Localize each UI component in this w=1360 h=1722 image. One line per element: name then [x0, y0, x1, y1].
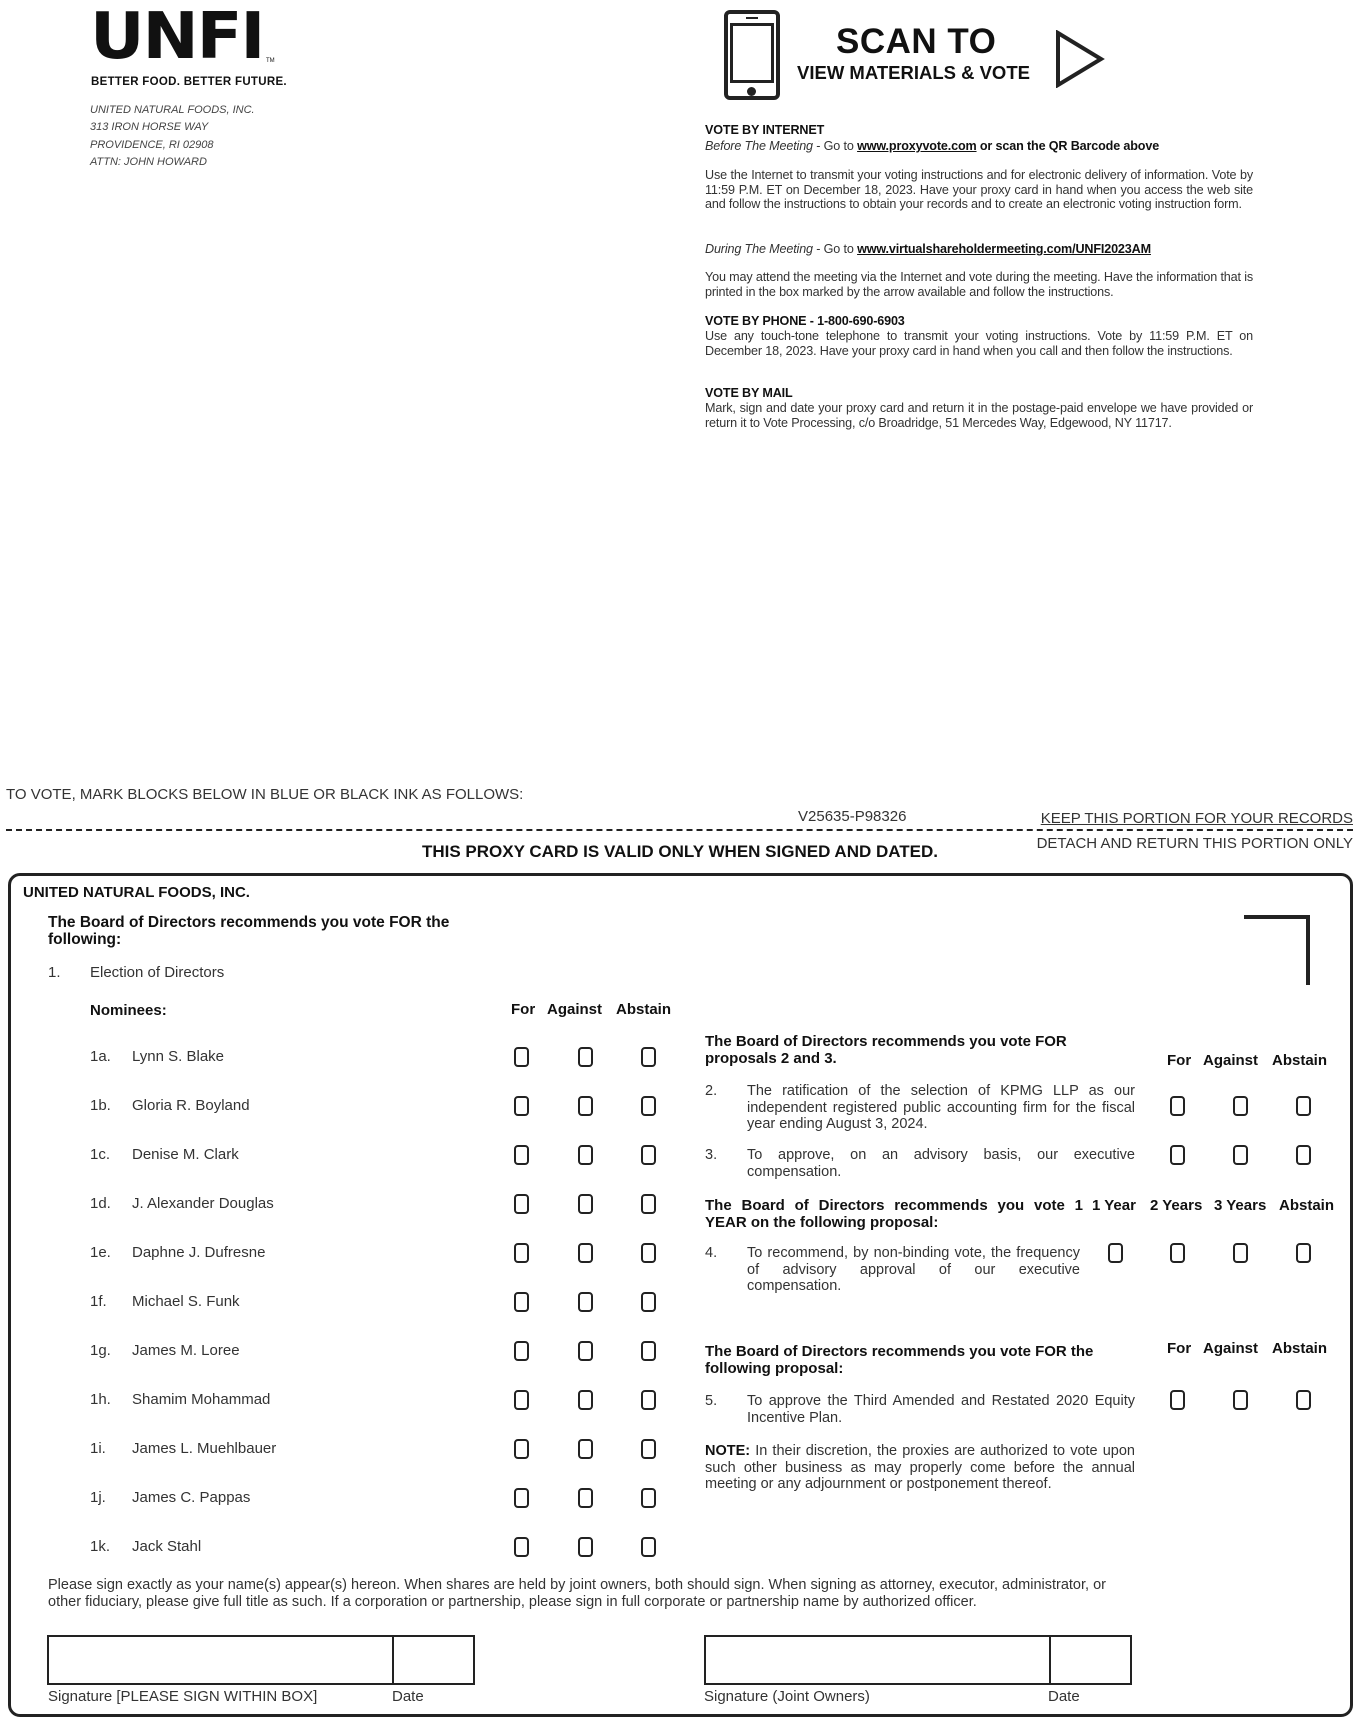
recommendation-3: The Board of Directors recommends you vote 1 YEAR on the following proposal:: [705, 1197, 1083, 1231]
unfi-logo: UNFI: [90, 0, 264, 74]
proposal-3-abstain-checkbox[interactable]: [1296, 1145, 1311, 1165]
address-line: 313 IRON HORSE WAY: [90, 121, 209, 133]
nominee-name: Gloria R. Boyland: [132, 1097, 250, 1114]
nominee-name: Michael S. Funk: [132, 1293, 240, 1310]
date-label: Date: [1048, 1688, 1080, 1705]
go-to: - Go to: [812, 139, 858, 153]
proposal-4-2-years-checkbox[interactable]: [1170, 1243, 1185, 1263]
proposal-5-against-checkbox[interactable]: [1233, 1390, 1248, 1410]
vote-phone-title: VOTE BY PHONE - 1-800-690-6903: [705, 314, 905, 328]
note: [705, 1443, 1135, 1493]
proposal-2-abstain-checkbox[interactable]: [1296, 1096, 1311, 1116]
proxyvote-link[interactable]: www.proxyvote.com: [857, 139, 977, 153]
nominee-id: 1j.: [90, 1489, 106, 1506]
nominee-against-checkbox[interactable]: [578, 1537, 593, 1557]
proposal-4-3-years-checkbox[interactable]: [1233, 1243, 1248, 1263]
internet-text: Use the Internet to transmit your voting instructions and for electronic delivery of information. Vote by 11:59 P.M. ET on December 18, 2023. Have your proxy card in hand when you access the web site and follow the instructions to obtain your records and to create an electronic voting instruction form.: [705, 168, 1253, 211]
col-against: Against: [1203, 1340, 1259, 1357]
nominee-against-checkbox[interactable]: [578, 1047, 593, 1067]
nominee-against-checkbox[interactable]: [578, 1194, 593, 1214]
nominee-against-checkbox[interactable]: [578, 1096, 593, 1116]
nominee-against-checkbox[interactable]: [578, 1390, 593, 1410]
col-3-years: 3 Years: [1214, 1197, 1267, 1214]
nominee-id: 1c.: [90, 1146, 111, 1163]
nominee-for-checkbox[interactable]: [514, 1096, 529, 1116]
recommendation-4: The Board of Directors recommends you vote FOR the following proposal:: [705, 1343, 1094, 1377]
nominee-for-checkbox[interactable]: [514, 1439, 529, 1459]
proposal-5-number: 5.: [705, 1393, 718, 1409]
nominee-id: 1d.: [90, 1195, 111, 1212]
during-meeting-line: [705, 242, 1253, 257]
nominee-abstain-checkbox[interactable]: [641, 1145, 656, 1165]
proposal-2-against-checkbox[interactable]: [1233, 1096, 1248, 1116]
valid-notice: THIS PROXY CARD IS VALID ONLY WHEN SIGNED AND DATED.: [421, 842, 939, 861]
virtual-meeting-link[interactable]: www.virtualshareholdermeeting.com/UNFI2023AM: [857, 242, 1151, 256]
mail-text: Mark, sign and date your proxy card and return it in the postage-paid envelope we have provided or return it to Vote Processing, c/o Broadridge, 51 Mercedes Way, Edgewood, NY 11717.: [705, 401, 1253, 430]
nominee-id: 1e.: [90, 1244, 111, 1261]
nominee-name: Lynn S. Blake: [132, 1048, 224, 1065]
scan-title: SCAN TO: [836, 22, 997, 61]
nominee-against-checkbox[interactable]: [578, 1243, 593, 1263]
joint-signature-label: Signature (Joint Owners): [704, 1688, 870, 1705]
scan-subtitle: VIEW MATERIALS & VOTE: [797, 62, 1030, 83]
address-line: ATTN: JOHN HOWARD: [90, 156, 207, 168]
phone-text: Use any touch-tone telephone to transmit your voting instructions. Vote by 11:59 P.M. ET on December 18, 2023. Have your proxy card in hand when you call and then follow the instructions.: [705, 329, 1253, 358]
col-abstain: Abstain: [1279, 1197, 1335, 1214]
trademark: TM: [266, 58, 275, 64]
nominee-abstain-checkbox[interactable]: [641, 1537, 656, 1557]
date-label: Date: [392, 1688, 424, 1705]
nominee-name: J. Alexander Douglas: [132, 1195, 274, 1212]
col-for: For: [1167, 1052, 1192, 1069]
nominee-abstain-checkbox[interactable]: [641, 1292, 656, 1312]
nominee-for-checkbox[interactable]: [514, 1047, 529, 1067]
nominee-for-checkbox[interactable]: [514, 1488, 529, 1508]
vote-internet-title: VOTE BY INTERNET: [705, 123, 825, 137]
nominee-name: Shamim Mohammad: [132, 1391, 271, 1408]
col-for: For: [511, 1001, 536, 1018]
nominee-for-checkbox[interactable]: [514, 1341, 529, 1361]
go-to: - Go to: [812, 242, 858, 256]
nominee-abstain-checkbox[interactable]: [641, 1439, 656, 1459]
proposal-3-for-checkbox[interactable]: [1170, 1145, 1185, 1165]
nominee-name: Jack Stahl: [132, 1538, 202, 1555]
col-2-years: 2 Years: [1150, 1197, 1203, 1214]
note-label: NOTE:: [705, 1443, 751, 1459]
joint-signature-box[interactable]: [704, 1635, 1132, 1685]
nominee-abstain-checkbox[interactable]: [641, 1194, 656, 1214]
before-meeting-line: [705, 139, 1253, 154]
proposal-4-text: To recommend, by non-binding vote, the frequency of advisory approval of our executive compensation.: [747, 1245, 1080, 1294]
nominee-name: James L. Muehlbauer: [132, 1440, 277, 1457]
nominee-name: James M. Loree: [132, 1342, 240, 1359]
qr-text: or scan the QR Barcode above: [976, 139, 1160, 153]
item-1-number: 1.: [48, 964, 61, 981]
nominee-against-checkbox[interactable]: [578, 1292, 593, 1312]
nominee-id: 1k.: [90, 1538, 111, 1555]
tagline: BETTER FOOD. BETTER FUTURE.: [91, 76, 287, 88]
nominee-for-checkbox[interactable]: [514, 1292, 529, 1312]
recommendation-1: The Board of Directors recommends you vote FOR the following:: [48, 914, 450, 948]
col-1-year: 1 Year: [1092, 1197, 1136, 1214]
nominee-against-checkbox[interactable]: [578, 1341, 593, 1361]
proposal-4-number: 4.: [705, 1245, 718, 1261]
col-abstain: Abstain: [616, 1001, 672, 1018]
col-against: Against: [547, 1001, 603, 1018]
proposal-4-1-year-checkbox[interactable]: [1108, 1243, 1123, 1263]
proposal-4-abstain-checkbox[interactable]: [1296, 1243, 1311, 1263]
nominee-name: James C. Pappas: [132, 1489, 251, 1506]
proposal-3-text: To approve, on an advisory basis, our executive compensation.: [747, 1147, 1135, 1180]
nominee-id: 1i.: [90, 1440, 106, 1457]
proposal-5-for-checkbox[interactable]: [1170, 1390, 1185, 1410]
proposal-3-against-checkbox[interactable]: [1233, 1145, 1248, 1165]
nominee-for-checkbox[interactable]: [514, 1537, 529, 1557]
corner-mark: [1244, 915, 1310, 985]
nominee-abstain-checkbox[interactable]: [641, 1488, 656, 1508]
before-label: Before The Meeting: [705, 139, 813, 153]
nominee-against-checkbox[interactable]: [578, 1488, 593, 1508]
signature-label: Signature [PLEASE SIGN WITHIN BOX]: [48, 1688, 318, 1705]
recommendation-2: The Board of Directors recommends you vote FOR proposals 2 and 3.: [705, 1033, 1067, 1067]
arrow-triangle-icon: [1055, 30, 1105, 88]
attend-text: You may attend the meeting via the Internet and vote during the meeting. Have the information that is printed in the box marked by the arrow available and follow the instructions.: [705, 270, 1253, 299]
item-1-label: Election of Directors: [90, 964, 225, 981]
proposal-2-for-checkbox[interactable]: [1170, 1096, 1185, 1116]
nominee-abstain-checkbox[interactable]: [641, 1341, 656, 1361]
nominee-id: 1a.: [90, 1048, 111, 1065]
nominee-abstain-checkbox[interactable]: [641, 1243, 656, 1263]
nominee-against-checkbox[interactable]: [578, 1439, 593, 1459]
phone-icon: [724, 10, 780, 100]
during-label: During The Meeting: [705, 242, 813, 256]
company-name: UNITED NATURAL FOODS, INC.: [23, 884, 250, 901]
col-against: Against: [1203, 1052, 1259, 1069]
col-abstain: Abstain: [1272, 1052, 1328, 1069]
nominee-abstain-checkbox[interactable]: [641, 1390, 656, 1410]
address-line: UNITED NATURAL FOODS, INC.: [90, 104, 255, 116]
nominee-for-checkbox[interactable]: [514, 1145, 529, 1165]
nominee-abstain-checkbox[interactable]: [641, 1096, 656, 1116]
control-code: V25635-P98326: [798, 808, 907, 825]
nominee-id: 1b.: [90, 1097, 111, 1114]
nominee-id: 1f.: [90, 1293, 107, 1310]
proposal-3-number: 3.: [705, 1147, 718, 1163]
nominee-name: Denise M. Clark: [132, 1146, 239, 1163]
nominee-for-checkbox[interactable]: [514, 1243, 529, 1263]
signature-box[interactable]: [47, 1635, 475, 1685]
nominee-for-checkbox[interactable]: [514, 1390, 529, 1410]
proposal-2-text: The ratification of the selection of KPMG LLP as our independent registered public accounting firm for the fiscal year ending August 3, 2024.: [747, 1083, 1135, 1132]
mark-instruction: TO VOTE, MARK BLOCKS BELOW IN BLUE OR BLACK INK AS FOLLOWS:: [6, 786, 524, 803]
proposal-2-number: 2.: [705, 1083, 718, 1099]
col-abstain: Abstain: [1272, 1340, 1328, 1357]
keep-portion-label: KEEP THIS PORTION FOR YOUR RECORDS: [1040, 810, 1353, 827]
vote-mail-title: VOTE BY MAIL: [705, 386, 793, 400]
detach-label: DETACH AND RETURN THIS PORTION ONLY: [1036, 835, 1353, 852]
nominee-abstain-checkbox[interactable]: [641, 1047, 656, 1067]
detach-line: [6, 829, 1353, 831]
proposal-5-abstain-checkbox[interactable]: [1296, 1390, 1311, 1410]
nominee-name: Daphne J. Dufresne: [132, 1244, 266, 1261]
note-text: In their discretion, the proxies are authorized to vote upon such other business as may properly come before the annual meeting or any adjournment or postponement thereof.: [705, 1443, 1135, 1492]
address-line: PROVIDENCE, RI 02908: [90, 139, 214, 151]
sign-instructions: Please sign exactly as your name(s) appear(s) hereon. When shares are held by joint owners, both should sign. When signing as attorney, executor, administrator, or other fiduciary, please give full title as such. If a corporation or partnership, please sign in full corporate or partnership name by authorized officer.: [48, 1577, 1106, 1610]
nominees-label: Nominees:: [90, 1002, 167, 1019]
proposal-5-text: To approve the Third Amended and Restated 2020 Equity Incentive Plan.: [747, 1393, 1135, 1426]
nominee-against-checkbox[interactable]: [578, 1145, 593, 1165]
nominee-id: 1g.: [90, 1342, 111, 1359]
nominee-for-checkbox[interactable]: [514, 1194, 529, 1214]
col-for: For: [1167, 1340, 1192, 1357]
nominee-id: 1h.: [90, 1391, 111, 1408]
